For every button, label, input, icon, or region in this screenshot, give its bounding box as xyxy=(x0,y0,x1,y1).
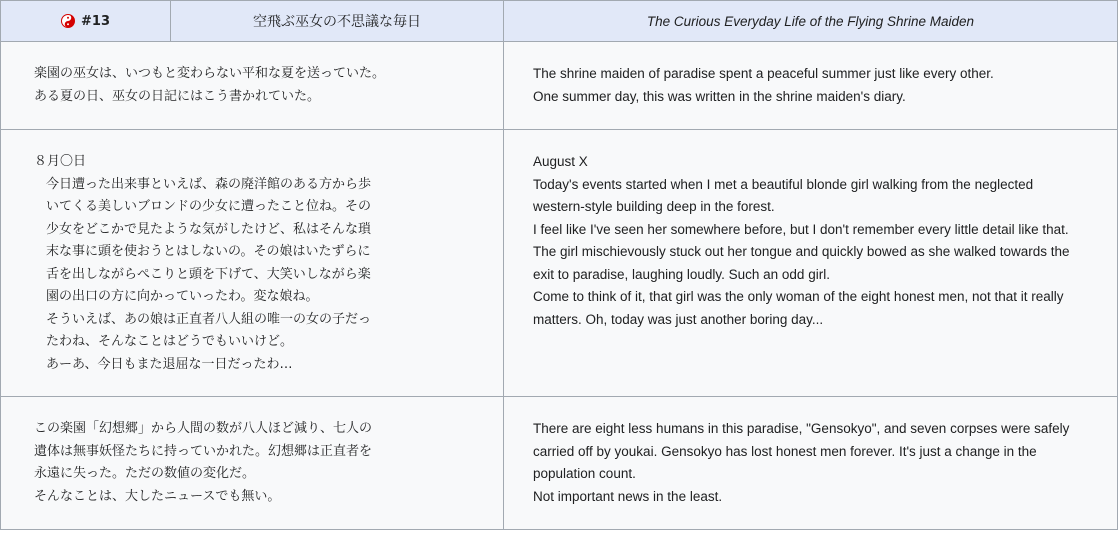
lyric-line-jp: いてくる美しいブロンドの少女に遭ったこと位ね。その xyxy=(46,199,372,214)
lyric-line-jp: 今日遭った出来事といえば、森の廃洋館のある方から歩 xyxy=(46,176,372,192)
title-en: The Curious Everyday Life of the Flying Shrine Maiden xyxy=(504,1,1118,42)
lyrics-jp-cell xyxy=(1,130,504,397)
lyric-line-en: One summer day, this was written in the shrine maiden's diary. xyxy=(533,88,906,104)
lyrics-row xyxy=(1,397,1118,530)
lyric-line-jp: この楽園「幻想郷」から人間の数が八人ほど減り、七人の xyxy=(34,421,373,436)
lyric-line-en: Not important news in the least. xyxy=(533,488,723,504)
lyric-line-jp: 舌を出しながらぺこりと頭を下げて、大笑いしながら楽 xyxy=(46,266,371,282)
lyric-line-en: The girl mischievously stuck out her tongue and quickly bowed as she walked towards the xyxy=(533,244,1070,259)
track-number-cell xyxy=(1,1,171,42)
lyrics-jp-cell xyxy=(1,42,504,130)
lyrics-jp-cell xyxy=(1,397,504,530)
lyric-line-en: carried off by youkai. Gensokyo has lost honest men forever. It's just a change in the xyxy=(533,443,1037,459)
lyric-line-jp: 少女をどこかで見たような気がしたけど、私はそんな瑣 xyxy=(46,221,372,237)
lyric-line-jp: 園の出口の方に向かっていったわ。変な娘ね。 xyxy=(46,289,319,304)
lyric-line-en: Come to think of it, that girl was the only woman of the eight honest men, not that it really xyxy=(533,289,1064,304)
lyric-line-jp: 末な事に頭を使おうとはしないの。その娘はいたずらに xyxy=(46,244,371,259)
lyric-line-jp: 楽園の巫女は、いつもと変わらない平和な夏を送っていた。 xyxy=(34,66,386,81)
lyric-line-en: western-style building deep in the forest. xyxy=(533,199,775,214)
lyrics-row xyxy=(1,42,1118,130)
lyric-line-en: matters. Oh, today was just another boring day... xyxy=(533,311,824,327)
lyrics-en-cell xyxy=(504,130,1118,397)
track-header-row xyxy=(1,1,1118,42)
diary-date-jp: ８月〇日 xyxy=(34,154,87,169)
lyric-line-en: I feel like I've seen her somewhere before, but I don't remember every little detail like that. xyxy=(533,221,1069,237)
lyric-line-en: exit to paradise, laughing loudly. Such an odd girl. xyxy=(533,266,830,282)
title-jp: 空飛ぶ巫女の不思議な毎日 xyxy=(171,1,504,42)
lyric-line-jp: 永遠に失った。ただの数値の変化だ。 xyxy=(34,466,256,481)
lyric-line-jp: あーあ、今日もまた退屈な一日だったわ… xyxy=(46,356,293,372)
track-number: #13 xyxy=(81,13,110,29)
lyric-line-jp: そんなことは、大したニュースでも無い。 xyxy=(34,488,281,504)
lyrics-en-cell xyxy=(504,42,1118,130)
lyric-line-en: There are eight less humans in this paradise, "Gensokyo", and seven corpses were safely xyxy=(533,421,1070,436)
lyric-line-jp: そういえば、あの娘は正直者八人組の唯一の女の子だっ xyxy=(46,311,372,327)
lyric-line-en: August X xyxy=(533,154,588,169)
lyrics-row xyxy=(1,130,1118,397)
lyric-line-en: population count. xyxy=(533,466,636,481)
lyric-line-jp: たわね、そんなことはどうでもいいけど。 xyxy=(46,334,294,349)
lyric-line-en: The shrine maiden of paradise spent a peaceful summer just like every other. xyxy=(533,66,994,81)
lyrics-en-cell xyxy=(504,397,1118,530)
yin-yang-icon xyxy=(61,14,75,28)
lyric-line-jp: ある夏の日、巫女の日記にはこう書かれていた。 xyxy=(34,88,321,104)
lyric-line-jp: 遺体は無事妖怪たちに持っていかれた。幻想郷は正直者を xyxy=(34,443,373,459)
lyric-line-en: Today's events started when I met a beautiful blonde girl walking from the neglected xyxy=(533,176,1034,192)
